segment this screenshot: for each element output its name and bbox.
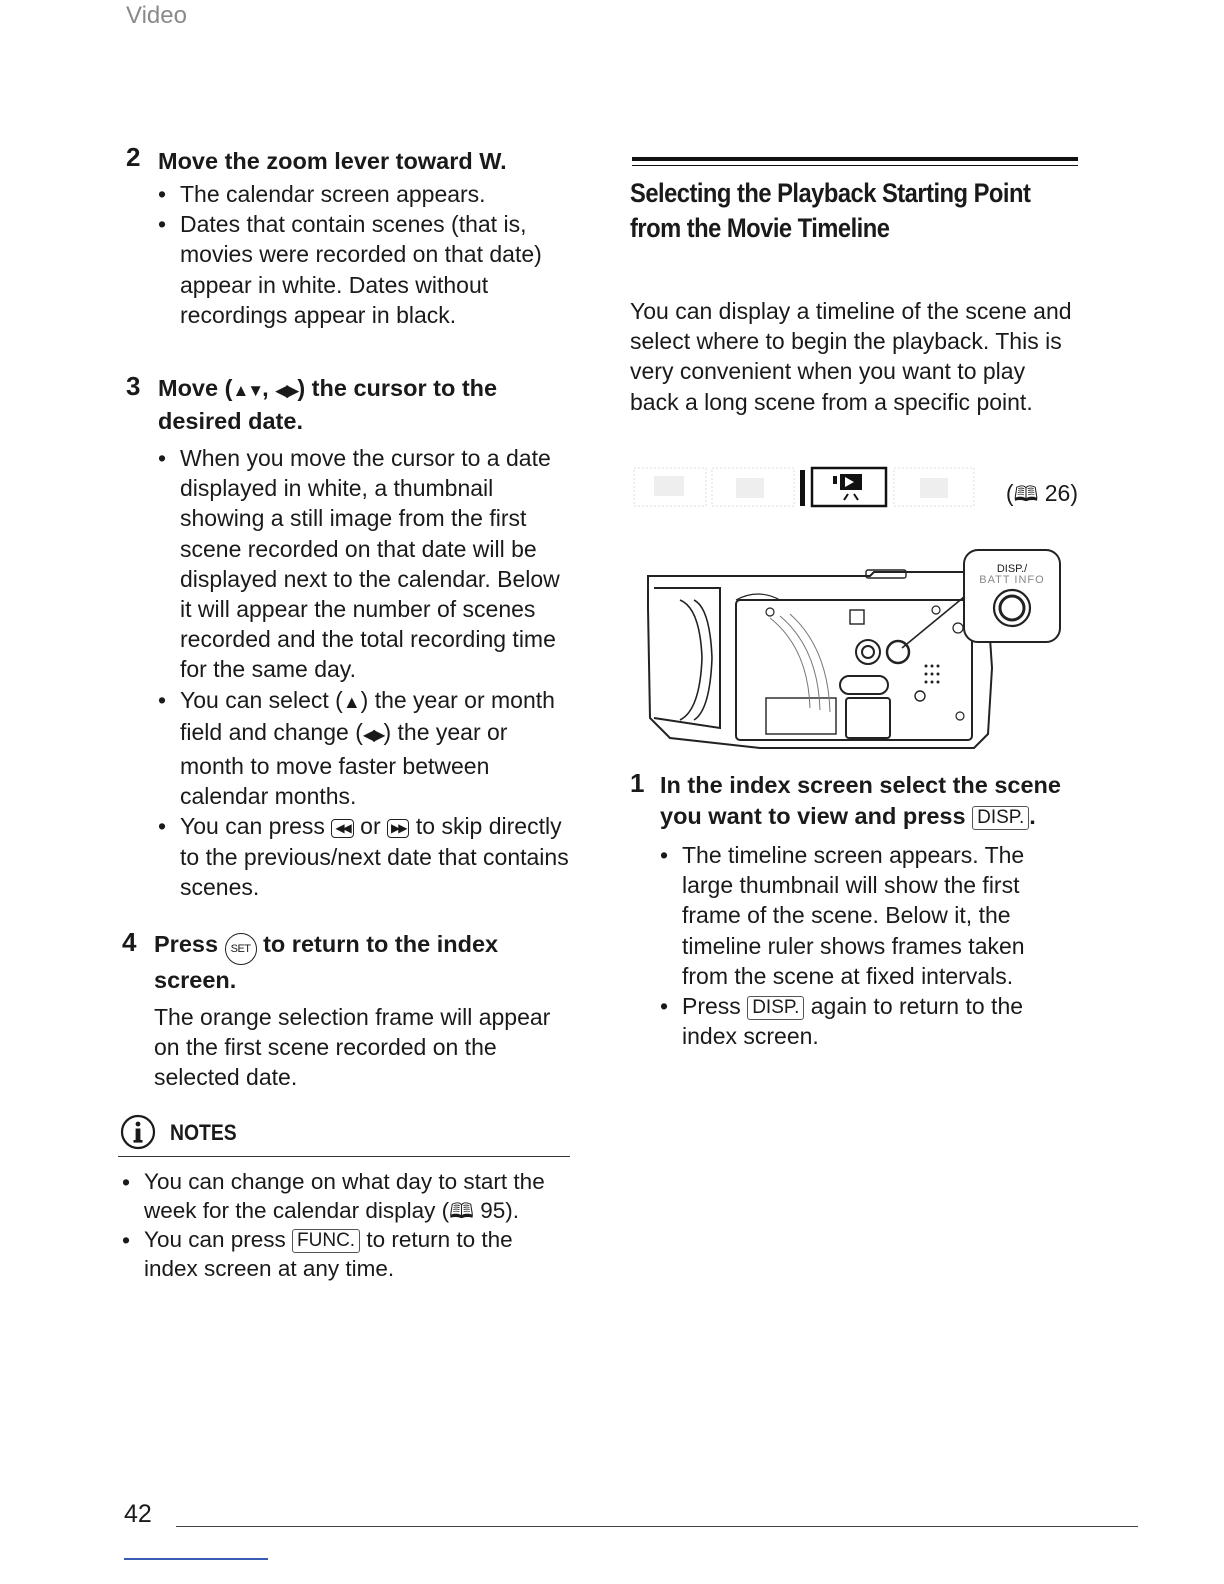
mode-separator	[800, 470, 805, 506]
step-title: In the index screen select the scene you want to view and press DISP. .	[660, 772, 1061, 829]
book-icon: 🕮	[449, 1199, 474, 1223]
step-3	[126, 373, 576, 902]
footer-rule	[176, 1526, 1138, 1527]
step-1	[630, 770, 1076, 1051]
photo-mode-icon	[712, 468, 794, 506]
photo-playback-mode-icon	[894, 468, 974, 506]
up-down-arrows-icon: ▲▼	[232, 381, 263, 400]
book-icon: 🕮	[1013, 483, 1039, 506]
step-number: 2	[126, 142, 141, 172]
camera-mode-icon	[634, 468, 706, 506]
footer-accent-rule	[124, 1558, 268, 1560]
bullet: • Press DISP. again to return to the index screen.	[660, 991, 1076, 1051]
func-key-icon: FUNC.	[292, 1229, 360, 1253]
section-heading: Selecting the Playback Starting Point from the Movie Timeline	[630, 178, 1031, 243]
intro-text: You can display a timeline of the scene and select where to begin the playback. This is very convenient when you want to play back a long scene from a specific point.	[630, 298, 1072, 415]
notes-label: NOTES	[170, 1120, 237, 1145]
disp-key-icon: DISP.	[972, 806, 1029, 830]
step-number: 4	[122, 927, 137, 957]
mode-icons	[632, 466, 1078, 510]
fast-forward-button-icon: ▶▶	[387, 819, 409, 838]
left-right-arrows-icon: ◀▶	[362, 726, 384, 744]
bullet: • The timeline screen appears. The large thumbnail will show the first frame of the scene. Below it, the timeline ruler shows frames taken from the scene at fixed intervals.	[660, 840, 1076, 991]
disp-button-label: DISP./ BATT INFO	[979, 563, 1045, 586]
step-4	[122, 929, 576, 1093]
bullet: • The calendar screen appears.	[158, 179, 576, 209]
left-right-arrows-icon: ◀▶	[275, 381, 298, 400]
notes-header	[118, 1112, 570, 1157]
disp-key-icon: DISP.	[747, 996, 804, 1020]
up-arrow-icon: ▲	[342, 691, 361, 712]
note: • You can press FUNC. to return to the index screen at any time.	[122, 1226, 572, 1283]
section-tag: Video	[126, 2, 187, 29]
rewind-button-icon: ◀◀	[331, 819, 353, 838]
note: • You can change on what day to start the week for the calendar display (🕮 95).	[122, 1168, 572, 1226]
set-button-icon: SET	[225, 933, 257, 965]
bullet: • You can select (▲) the year or month field and change (◀▶) the year or month to move faster between calendar months.	[158, 685, 576, 812]
movie-playback-mode-icon	[812, 468, 886, 506]
step-title: Move the zoom lever toward W.	[158, 148, 507, 174]
page-reference: (🕮 26)	[1005, 480, 1078, 506]
step-number: 3	[126, 371, 141, 401]
step-title: Press SET to return to the index screen.	[154, 931, 499, 993]
bullet: • When you move the cursor to a date displayed in white, a thumbnail showing a still image from the first scene recorded on that date will be displayed next to the calendar. Below it will appear the number of scenes recorded and the total recording time for the same day.	[158, 443, 576, 685]
step-number: 1	[630, 768, 645, 798]
info-icon	[118, 1112, 158, 1152]
step-title: Move (▲▼, ◀▶) the cursor to the desired date.	[158, 375, 498, 434]
heading-rules	[632, 157, 1078, 166]
bullet: • Dates that contain scenes (that is, movies were recorded on that date) appear in white. Dates without recordings appear in black.	[158, 209, 576, 330]
step-body: The orange selection frame will appear on the first scene recorded on the selected date.	[154, 1004, 551, 1091]
page-number: 42	[124, 1500, 152, 1528]
bullet: • You can press ◀◀ or ▶▶ to skip directly to the previous/next date that contains scenes.	[158, 811, 576, 902]
camcorder-diagram	[640, 548, 1064, 758]
step-2	[126, 142, 576, 330]
notes-list	[122, 1168, 572, 1283]
